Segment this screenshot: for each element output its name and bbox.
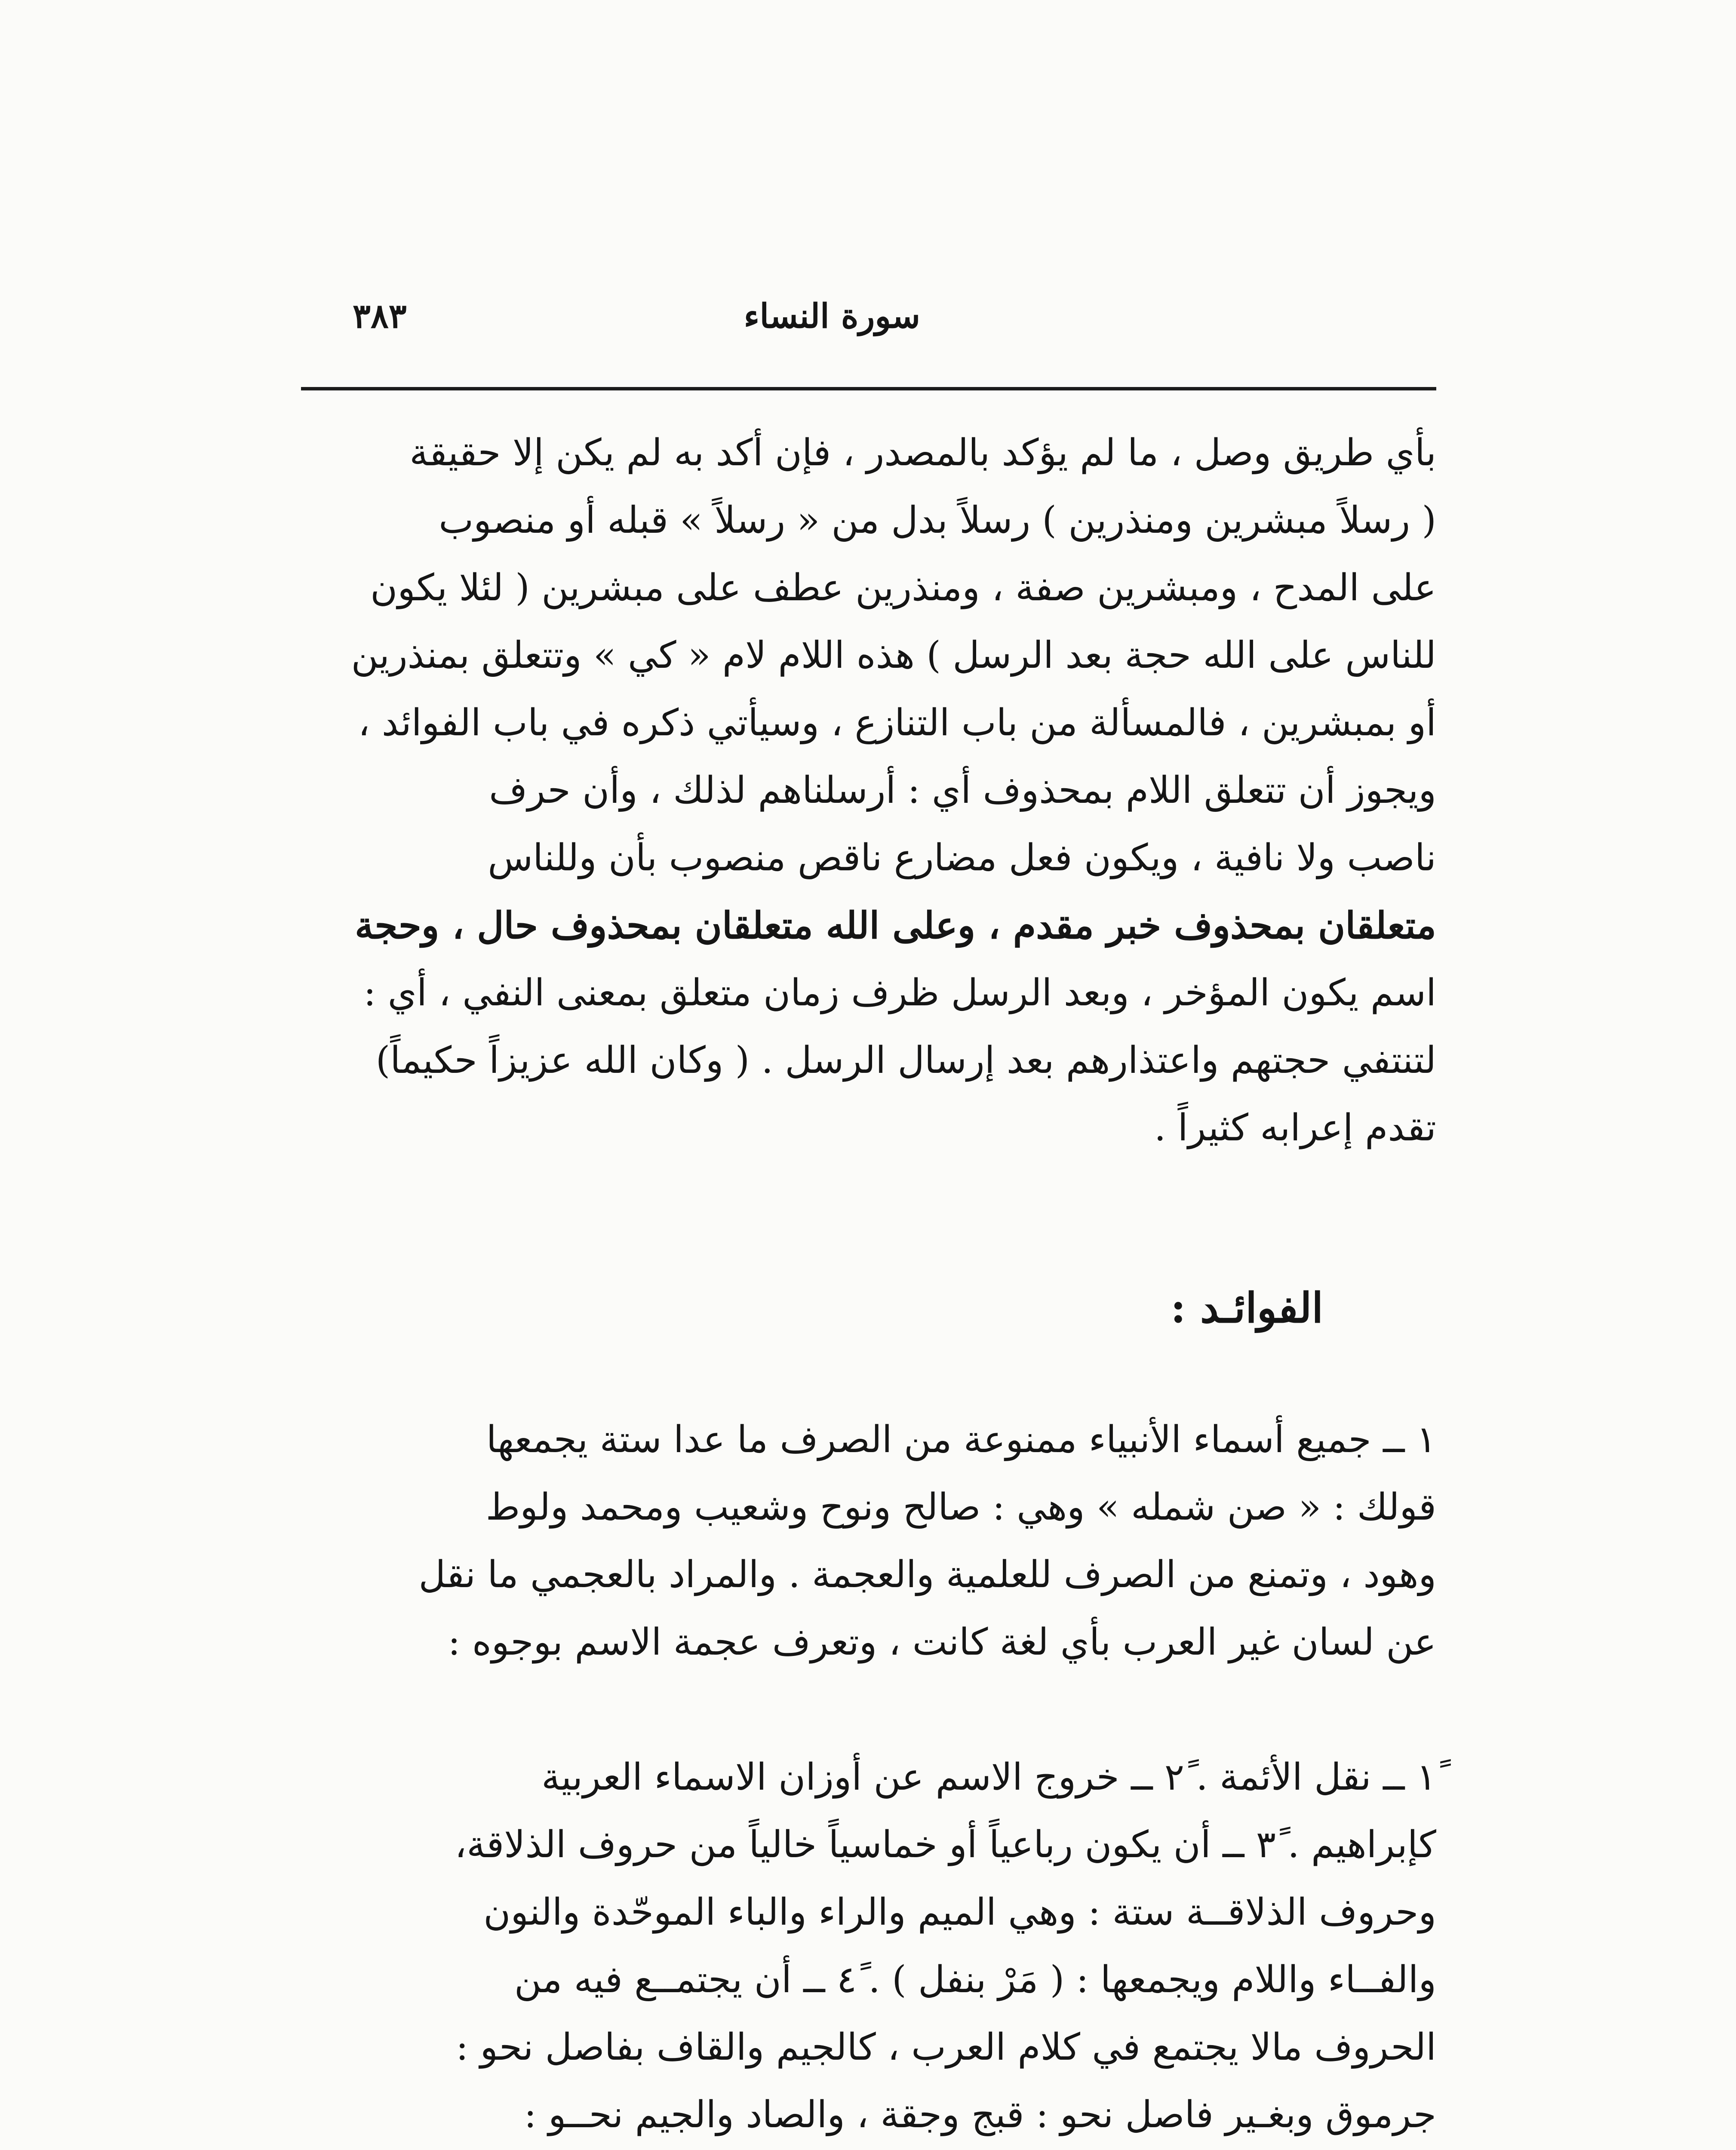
surah-title: سورة النساء xyxy=(744,297,920,336)
text-line: وحروف الذلاقــة ستة : وهي الميم والراء والباء الموحّدة والنون xyxy=(483,1891,1436,1934)
text-line: كإبراهيم . ٣ً ــ أن يكون رباعياً أو خماسياً خالياً من حروف الذلاقة، xyxy=(455,1823,1436,1866)
text-line: عن لسان غير العرب بأي لغة كانت ، وتعرف عجمة الاسم بوجوه : xyxy=(448,1621,1436,1664)
text-line: لتنتفي حجتهم واعتذارهم بعد إرسال الرسل . ( وكان الله عزيزاً حكيماً) xyxy=(375,1039,1436,1082)
text-line: بأي طريق وصل ، ما لم يؤكد بالمصدر ، فإن أكد به لم يكن إلا حقيقة xyxy=(409,431,1436,474)
text-line: أو بمبشرين ، فالمسألة من باب التنازع ، وسيأتي ذكره في باب الفوائد ، xyxy=(358,701,1436,744)
text-line: تقدم إعرابه كثيراً . xyxy=(1154,1106,1436,1149)
header-rule xyxy=(301,387,1436,390)
text-line: قولك : « صن شمله » وهي : صالح ونوح وشعيب ومحمد ولوط xyxy=(485,1486,1436,1529)
text-line: ١ً ــ نقل الأئمة . ٢ً ــ خروج الاسم عن أوزان الاسماء العربية xyxy=(541,1756,1436,1799)
text-line: ( رسلاً مبشرين ومنذرين ) رسلاً بدل من « رسلاً » قبله أو منصوب xyxy=(439,499,1436,542)
text-line: جرموق وبغـير فاصل نحو : قبج وجقة ، والصاد والجيم نحــو : xyxy=(524,2093,1436,2136)
text-line: ١ ــ جميع أسماء الأنبياء ممنوعة من الصرف ما عدا ستة يجمعها xyxy=(486,1418,1436,1461)
text-line: متعلقان بمحذوف خبر مقدم ، وعلى الله متعلقان بمحذوف حال ، وحجة xyxy=(355,904,1436,947)
text-line: اسم يكون المؤخر ، وبعد الرسل ظرف زمان متعلق بمعنى النفي ، أي : xyxy=(363,971,1436,1014)
page-number: ٣٨٣ xyxy=(353,297,407,336)
benefits-paragraph-2 xyxy=(292,1744,1436,2149)
text-line: وهود ، وتمنع من الصرف للعلمية والعجمة . والمراد بالعجمي ما نقل xyxy=(418,1553,1436,1596)
text-line: للناس على الله حجة بعد الرسل ) هذه اللام لام « كي » وتتعلق بمنذرين xyxy=(351,634,1436,677)
page-header xyxy=(301,297,1436,353)
text-line: الحروف مالا يجتمع في كلام العرب ، كالجيم والقاف بفاصل نحو : xyxy=(456,2026,1436,2069)
text-line: والفــاء واللام ويجمعها : ( مَرْ بنفل ) . ٤ً ــ أن يجتمــع فيه من xyxy=(514,1958,1436,2001)
text-line: ناصب ولا نافية ، ويكون فعل مضارع ناقص منصوب بأن وللناس xyxy=(488,836,1436,879)
section-title: الفوائـد : xyxy=(1171,1284,1323,1332)
irab-paragraph xyxy=(292,419,1436,1162)
text-line: ويجوز أن تتعلق اللام بمحذوف أي : أرسلناهم لذلك ، وأن حرف xyxy=(489,769,1436,812)
text-line: على المدح ، ومبشرين صفة ، ومنذرين عطف على مبشرين ( لئلا يكون xyxy=(370,566,1436,609)
benefits-paragraph-1 xyxy=(292,1406,1436,1676)
